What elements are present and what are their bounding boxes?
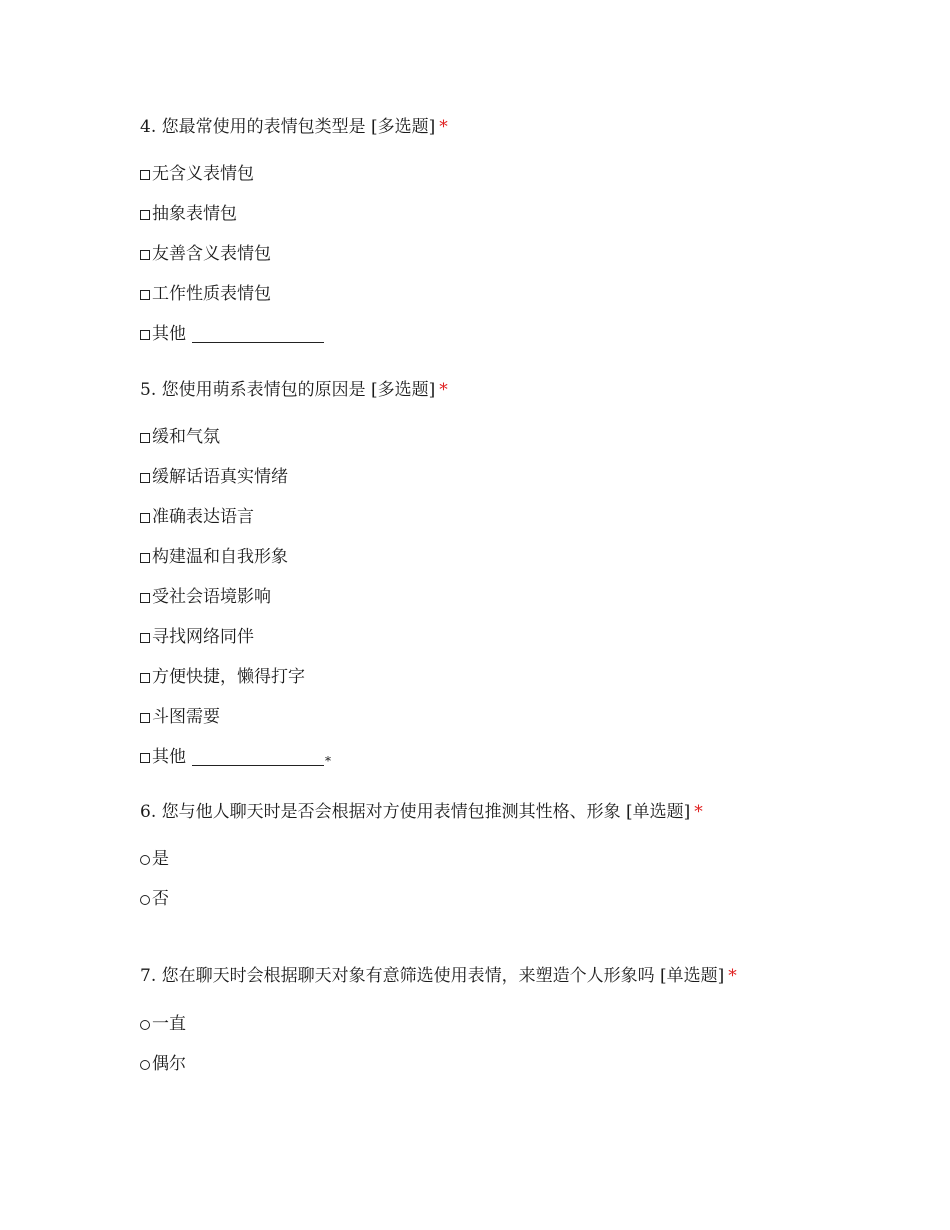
question-6 [140, 801, 703, 823]
checkbox-option[interactable] [140, 666, 305, 688]
checkbox-icon[interactable] [140, 433, 150, 443]
option-label: 其他 [152, 324, 186, 344]
other-text-blank[interactable] [192, 749, 324, 766]
question-4 [140, 116, 448, 138]
required-mark: * [439, 380, 448, 400]
radio-icon[interactable] [140, 895, 150, 905]
option-label: 无含义表情包 [152, 164, 254, 184]
checkbox-option[interactable] [140, 283, 271, 305]
radio-option[interactable] [140, 848, 169, 870]
radio-option[interactable] [140, 1053, 186, 1075]
checkbox-icon[interactable] [140, 513, 150, 523]
checkbox-icon[interactable] [140, 290, 150, 300]
radio-icon[interactable] [140, 1020, 150, 1030]
option-label: 工作性质表情包 [152, 284, 271, 304]
checkbox-icon[interactable] [140, 473, 150, 483]
checkbox-option[interactable] [140, 706, 220, 728]
option-label: 受社会语境影响 [152, 587, 271, 607]
checkbox-icon[interactable] [140, 633, 150, 643]
option-label: 是 [152, 849, 169, 869]
checkbox-option[interactable] [140, 426, 220, 448]
checkbox-icon[interactable] [140, 713, 150, 723]
question-5 [140, 379, 448, 401]
question-7 [140, 965, 737, 987]
question-5-title: 5. 您使用萌系表情包的原因是 [多选题] [140, 380, 436, 400]
radio-option[interactable] [140, 1013, 186, 1035]
other-required-mark: * [325, 754, 331, 768]
checkbox-option[interactable] [140, 466, 288, 488]
option-label: 方便快捷，懒得打字 [152, 667, 305, 687]
option-label: 准确表达语言 [152, 507, 254, 527]
option-label: 抽象表情包 [152, 204, 237, 224]
question-7-title: 7. 您在聊天时会根据聊天对象有意筛选使用表情，来塑造个人形象吗 [单选题] [140, 966, 725, 986]
checkbox-icon[interactable] [140, 210, 150, 220]
checkbox-icon[interactable] [140, 553, 150, 563]
radio-icon[interactable] [140, 1060, 150, 1070]
checkbox-icon[interactable] [140, 593, 150, 603]
option-label: 偶尔 [152, 1054, 186, 1074]
required-mark: * [439, 117, 448, 137]
checkbox-option-other[interactable] [140, 746, 331, 768]
option-label: 缓和气氛 [152, 427, 220, 447]
checkbox-option-other[interactable] [140, 323, 324, 345]
required-mark: * [728, 966, 737, 986]
checkbox-option[interactable] [140, 586, 271, 608]
checkbox-option[interactable] [140, 546, 288, 568]
question-4-title: 4. 您最常使用的表情包类型是 [多选题] [140, 117, 436, 137]
radio-icon[interactable] [140, 855, 150, 865]
checkbox-option[interactable] [140, 243, 271, 265]
required-mark: * [694, 802, 703, 822]
option-label: 斗图需要 [152, 707, 220, 727]
checkbox-icon[interactable] [140, 673, 150, 683]
option-label: 友善含义表情包 [152, 244, 271, 264]
checkbox-option[interactable] [140, 163, 254, 185]
checkbox-icon[interactable] [140, 753, 150, 763]
option-label: 否 [152, 889, 169, 909]
option-label: 缓解话语真实情绪 [152, 467, 288, 487]
checkbox-option[interactable] [140, 203, 237, 225]
option-label: 其他 [152, 747, 186, 767]
option-label: 构建温和自我形象 [152, 547, 288, 567]
checkbox-icon[interactable] [140, 170, 150, 180]
checkbox-icon[interactable] [140, 330, 150, 340]
question-6-title: 6. 您与他人聊天时是否会根据对方使用表情包推测其性格、形象 [单选题] [140, 802, 691, 822]
other-text-blank[interactable] [192, 326, 324, 343]
option-label: 寻找网络同伴 [152, 627, 254, 647]
option-label: 一直 [152, 1014, 186, 1034]
radio-option[interactable] [140, 888, 169, 910]
checkbox-option[interactable] [140, 626, 254, 648]
checkbox-icon[interactable] [140, 250, 150, 260]
checkbox-option[interactable] [140, 506, 254, 528]
